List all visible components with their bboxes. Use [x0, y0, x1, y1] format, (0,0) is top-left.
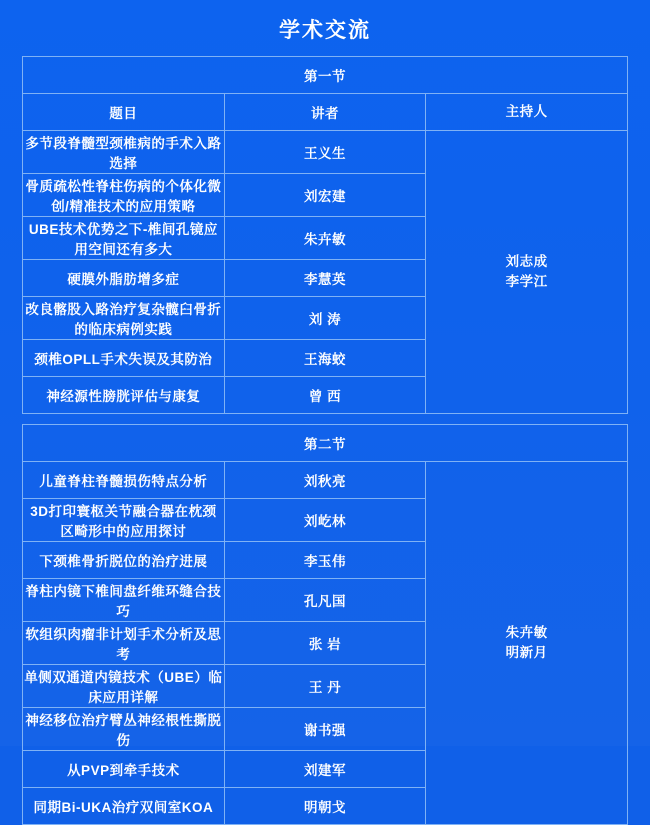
- speaker-cell: 刘秋亮: [224, 462, 426, 499]
- topic-cell: 骨质疏松性脊柱伤病的个体化微创/精准技术的应用策略: [23, 174, 225, 217]
- column-header-speaker: 讲者: [224, 94, 426, 131]
- schedule-table-section-1: [22, 56, 628, 414]
- topic-cell: 3D打印寰枢关节融合器在枕颈区畸形中的应用探讨: [23, 499, 225, 542]
- topic-cell: 硬膜外脂肪增多症: [23, 260, 225, 297]
- topic-cell: 神经源性膀胱评估与康复: [23, 377, 225, 414]
- section-2-name: 第二节: [23, 425, 628, 462]
- speaker-cell: 刘屹林: [224, 499, 426, 542]
- section-1-body: [23, 57, 628, 414]
- speaker-cell: 王 丹: [224, 665, 426, 708]
- column-header-host: 主持人: [426, 94, 628, 131]
- speaker-cell: 张 岩: [224, 622, 426, 665]
- speaker-cell: 曾 西: [224, 377, 426, 414]
- topic-cell: 儿童脊柱脊髓损伤特点分析: [23, 462, 225, 499]
- speaker-cell: 刘建军: [224, 751, 426, 788]
- speaker-cell: 朱卉敏: [224, 217, 426, 260]
- speaker-cell: 刘宏建: [224, 174, 426, 217]
- host-name-line-2: 李学江: [505, 274, 548, 289]
- section-1-header-row: [23, 57, 628, 94]
- host-cell-section-1: [426, 131, 628, 414]
- speaker-cell: 王海蛟: [224, 340, 426, 377]
- section-1-column-header-row: [23, 94, 628, 131]
- section-2-header-row: [23, 425, 628, 462]
- topic-cell: 下颈椎骨折脱位的治疗进展: [23, 542, 225, 579]
- host-cell-section-2: [426, 462, 628, 825]
- speaker-cell: 王义生: [224, 131, 426, 174]
- column-header-topic: 题目: [23, 94, 225, 131]
- section-divider: [22, 414, 628, 424]
- page-title: 学术交流: [279, 19, 371, 42]
- table-row: [23, 131, 628, 174]
- topic-cell: 脊柱内镜下椎间盘纤维环缝合技巧: [23, 579, 225, 622]
- section-1-name: 第一节: [23, 57, 628, 94]
- topic-cell: 改良髂股入路治疗复杂髋臼骨折的临床病例实践: [23, 297, 225, 340]
- topic-cell: 单侧双通道内镜技术（UBE）临床应用详解: [23, 665, 225, 708]
- speaker-cell: 明朝戈: [224, 788, 426, 825]
- host-name-line-1: 刘志成: [505, 253, 548, 269]
- speaker-cell: 谢书强: [224, 708, 426, 751]
- section-2-body: [23, 425, 628, 825]
- host-name-line-2: 明新月: [505, 645, 548, 660]
- speaker-cell: 李玉伟: [224, 542, 426, 579]
- topic-cell: 从PVP到牵手技术: [23, 751, 225, 788]
- topic-cell: 同期Bi-UKA治疗双间室KOA: [23, 788, 225, 825]
- speaker-cell: 孔凡国: [224, 579, 426, 622]
- host-name-line-1: 朱卉敏: [505, 624, 548, 640]
- schedule-table-section-2: [22, 424, 628, 825]
- topic-cell: 多节段脊髓型颈椎病的手术入路选择: [23, 131, 225, 174]
- speaker-cell: 刘 涛: [224, 297, 426, 340]
- table-row: [23, 462, 628, 499]
- topic-cell: 神经移位治疗臂丛神经根性撕脱伤: [23, 708, 225, 751]
- topic-cell: UBE技术优势之下-椎间孔镜应用空间还有多大: [23, 217, 225, 260]
- topic-cell: 软组织肉瘤非计划手术分析及思考: [23, 622, 225, 665]
- speaker-cell: 李慧英: [224, 260, 426, 297]
- topic-cell: 颈椎OPLL手术失误及其防治: [23, 340, 225, 377]
